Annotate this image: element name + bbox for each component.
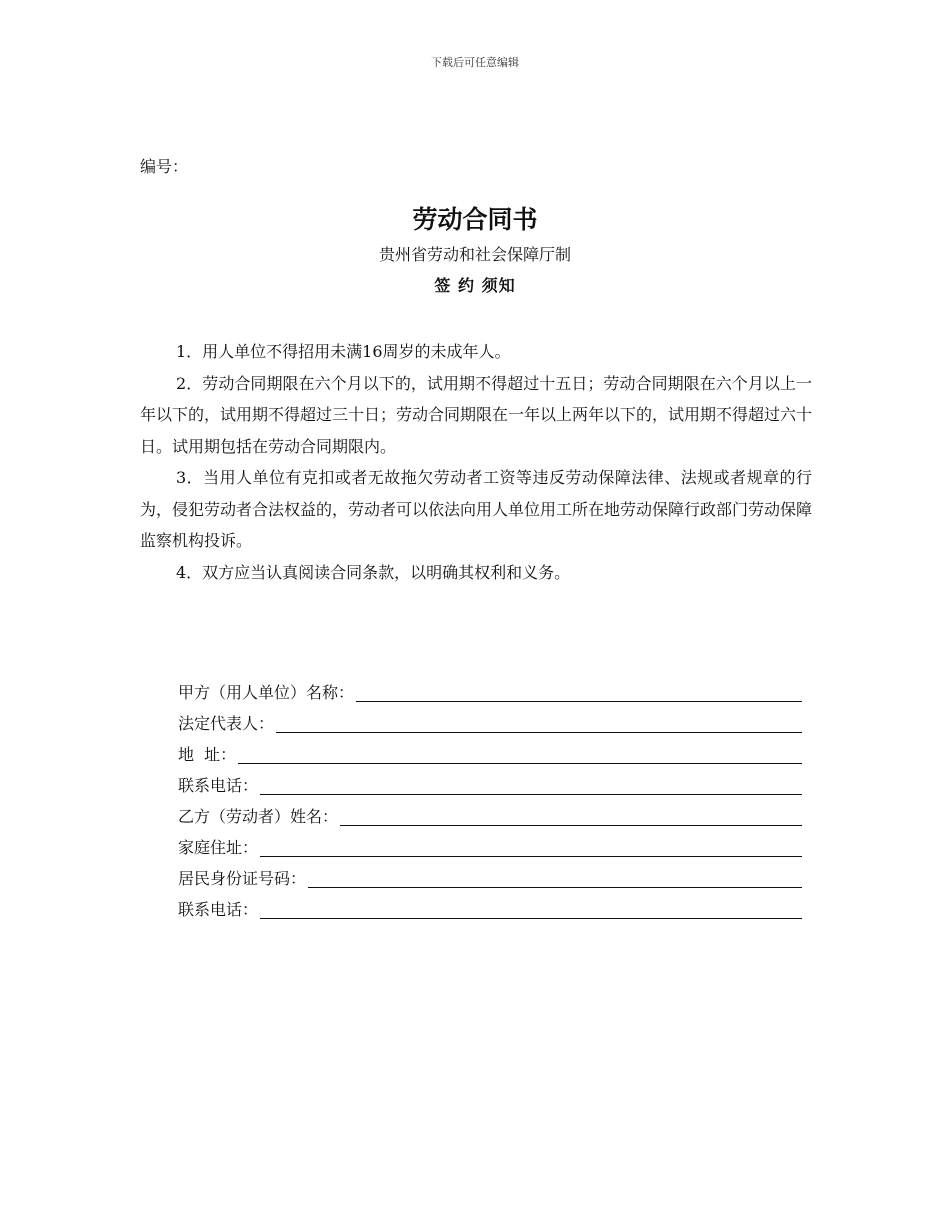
party-info-form	[178, 675, 802, 923]
fill-in-line[interactable]	[260, 772, 802, 795]
notice-item-1: 1．用人单位不得招用未满16周岁的未成年人。	[176, 342, 511, 361]
employer-name-field	[178, 675, 802, 706]
fill-in-line[interactable]	[260, 834, 802, 857]
employee-id-number-field	[178, 861, 802, 892]
employer-address-field	[178, 737, 802, 768]
fill-in-line[interactable]	[308, 865, 802, 888]
fill-in-line[interactable]	[260, 896, 802, 919]
fill-in-line[interactable]	[340, 803, 802, 826]
fill-in-line[interactable]	[356, 679, 802, 702]
notice-item-4: 4．双方应当认真阅读合同条款，以明确其权利和义务。	[176, 562, 571, 582]
employer-phone-field	[178, 768, 802, 799]
notice-item-3: 3．当用人单位有克扣或者无故拖欠劳动者工资等违反劳动保障法律、法规或者规章的行为，侵犯劳动者合法权益的，劳动者可以依法向用人单位用工所在地劳动保障行政部门劳动保障监察机构投诉。	[140, 468, 813, 550]
field-label: 地 址：	[178, 745, 237, 764]
employee-phone-field	[178, 892, 802, 923]
field-label: 甲方（用人单位）名称：	[178, 683, 355, 702]
document-issuer: 贵州省劳动和社会保障厅制	[378, 245, 571, 264]
fill-in-line[interactable]	[238, 741, 802, 764]
notice-item-2: 2．劳动合同期限在六个月以下的，试用期不得超过十五日；劳动合同期限在六个月以上一年以下的，试用期不得超过三十日；劳动合同期限在一年以上两年以下的，试用期不得超过六十日。试用期包括在劳动合同期限内。	[140, 373, 813, 456]
employee-home-address-field	[178, 830, 802, 861]
fill-in-line[interactable]	[276, 710, 802, 733]
field-label: 联系电话：	[178, 776, 259, 795]
running-header: 下载后可任意编辑	[431, 56, 519, 69]
signing-notice-heading: 签 约 须知	[434, 276, 516, 295]
field-label: 法定代表人：	[178, 714, 275, 733]
document-title: 劳动合同书	[412, 205, 538, 234]
employee-name-field	[178, 799, 802, 830]
field-label: 居民身份证号码：	[178, 869, 307, 888]
signing-notice-list	[140, 336, 812, 588]
field-label: 乙方（劳动者）姓名：	[178, 807, 339, 826]
document-number-label: 编号：	[140, 157, 189, 176]
field-label: 联系电话：	[178, 900, 259, 919]
legal-representative-field	[178, 706, 802, 737]
field-label: 家庭住址：	[178, 838, 259, 857]
